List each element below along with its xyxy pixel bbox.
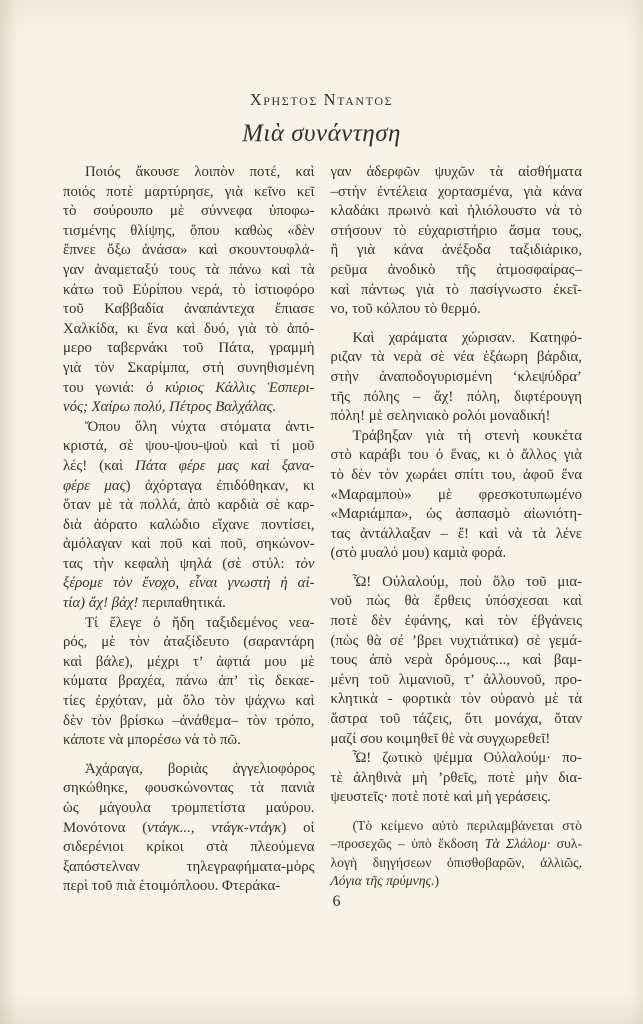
italic-span: νός; Χαίρω πολύ, Πέτρος Βαλχάλας.: [63, 399, 277, 416]
text-line: τὸ δὲν τὸν χωράει σπίτι του, ἀφοῦ ἕνα: [330, 466, 582, 483]
text-line: Τί ἔλεγε ὁ ἤδη ταξιδεμένος νεα-: [85, 614, 315, 631]
author-name: Χρηστος Νταντος: [249, 90, 394, 109]
text-line: Ἀχάραγα, βοριὰς ἀγγελιοφόρος: [85, 760, 315, 777]
text-line: Ποιός ἄκουσε λοιπὸν ποτέ, καὶ: [85, 164, 315, 180]
italic-span: Λόγια τῆς πρύμνης.: [330, 873, 435, 889]
text-line: Μονότονα (ντάγκ..., ντάγκ-ντάγκ) οἱ: [63, 819, 315, 836]
text-line: (στὸ μυαλό μου) καμιὰ φορά.: [330, 545, 507, 562]
text-line: νο, τοῦ κόλπου τὸ θερμό.: [330, 301, 481, 318]
text-line: Λόγια τῆς πρύμνης.): [330, 873, 440, 889]
text-line: ὡς μάγουλα τρομπετίστα μαύρου.: [63, 800, 315, 816]
italic-span: ὁ κύριος Κάλλις Ἑσπερι-: [146, 379, 315, 396]
text-line: μαζί σου κοιμηθεῖ θὲ νὰ συγχωρεθεῖ!: [330, 730, 551, 747]
paragraph: [63, 760, 315, 897]
text-line: στὸ καράβι του ὁ ἕνας, κι ὁ ἄλλος γιὰ: [330, 447, 582, 464]
text-line: μερο ταβερνάκι τοῦ Πάτα, γραμμὴ: [63, 340, 315, 357]
text-line: νοῦ πὼς θὰ ἔρθεις ὑπόσχεσαι καὶ: [330, 593, 582, 610]
text-line: τας ἀντάλλαξαν – ἔ! καὶ νὰ τὰ λένε: [330, 525, 582, 542]
text-line: κλαδάκι πρωινὸ καὶ ἡλιόλουστο νὰ τὸ: [330, 203, 582, 220]
text-line: τὸ σούρουπο μὲ σύννεφα ὑποφω-: [63, 203, 315, 220]
text-line: λές! (καὶ Πάτα φέρε μας καὶ ξανα-: [63, 457, 315, 474]
text-line: ἔπνεε ὄξω ἀνάσα» καὶ σκουντουφλά-: [63, 242, 315, 259]
story-title: Μιὰ συνάντηση: [242, 120, 401, 147]
text-line: διὰ ἀόρατο καλώδιο εἴχανε ποντίσει,: [63, 516, 315, 533]
text-line: τους ἀπὸ νερὰ δρόμους..., καὶ βαμ-: [330, 652, 582, 669]
text-line: τία) ἄχ! βάχ! περιπαθητικά.: [63, 595, 226, 612]
paragraph: [331, 749, 583, 808]
italic-span: Τὰ Σλάλομ·: [484, 836, 551, 852]
text-line: [63, 574, 315, 594]
text-line: του γωνιά: ὁ κύριος Κάλλις Ἑσπερι-: [63, 379, 315, 396]
text-line: κύματα βραχέα, πάνω ἀπ’ τὶς δεκαε-: [63, 673, 315, 690]
text-line: ρός, μὲ τὸν ἀταξίδευτο (σαραντάρη: [63, 634, 315, 651]
text-line: Καὶ χαράματα χώρισαν. Κατηφό-: [352, 329, 582, 346]
text-line: –στὴν ἐντέλεια χορτασμένα, γιὰ κάνα: [330, 183, 582, 200]
text-line: κριστά, σὲ ψου-ψου-ψοὺ καὶ τί μοῦ: [63, 438, 315, 455]
text-line: καὶ πάντως γιὰ τὸ πασίγνωστο ἐκεῖ-: [330, 281, 582, 298]
text-line: ποτὲ δὲν ἐφάνης, καὶ τὸν ἐβγάνεις: [330, 613, 582, 630]
paragraph: [331, 163, 583, 320]
text-line: τισμένης θλίψης, ὅπου καθὼς «δὲν: [63, 222, 315, 239]
text-line: πόλη! μὲ σεληνιακὸ ρολόι μοναδική!: [330, 408, 551, 425]
italic-span: ντάγκ..., ντάγκ-ντάγκ: [147, 819, 282, 836]
right-column: [331, 163, 583, 897]
text-line: γιὰ τὸν Σκαρίμπα, στὴ συνηθισμένη: [63, 359, 315, 376]
paragraph: [331, 573, 583, 749]
paragraph: [63, 418, 315, 614]
text-line: φέρε μας) ἀχόρταγα ἐπιδόθηκαν, κι: [63, 477, 315, 494]
paragraph: [331, 427, 583, 564]
text-line: τοῦ Καββαδία ἀναπάντεχα ἔπιασε: [63, 301, 315, 318]
text-line: Ὦ! ζωτικὸ ψέμμα Οὐλαλούμ· πο-: [352, 750, 582, 767]
text-line: τῆς πόλης – ἄχ! πόλη, διφτέρουγη: [330, 388, 582, 405]
text-line: «Μαραμποὺ» μὲ φρεσκοτυπωμένο: [330, 486, 582, 503]
text-line: ὅταν μὲ τὰ πολλά, ἀπὸ καρδιὰ σὲ καρ-: [63, 497, 315, 514]
text-line: ἀμόλαγαν καὶ ποῦ καὶ ποῦ, σηκώνον-: [63, 536, 315, 553]
text-line: Τράβηξαν γιὰ τὴ στενὴ κουκέτα: [352, 427, 582, 444]
text-line: γαν ἀδερφῶν ψυχῶν τὰ αἰσθήματα: [330, 164, 582, 180]
text-line: σιδερένιοι κρίκοι στὰ πλεούμενα: [63, 839, 315, 856]
text-line: τίες ἐρχόταν, μὰ ὅλο τὸν ψάχνω καὶ: [63, 693, 315, 710]
left-column: [63, 163, 315, 897]
text-line: ἄστρα τοῦ τάζεις, ὅτι μονάχα, ὅταν: [330, 711, 582, 728]
text-line: (Τὸ κείμενο αὐτὸ περιλαμβάνεται στὸ: [352, 818, 582, 833]
text-line: στὴν ἀναποδογυρισμένη ‘κλεψύδρα’: [330, 368, 582, 385]
text-line: τας τὴν κεφαλὴ ψηλά (σὲ στύλ: τὸν: [63, 555, 315, 572]
italic-span: Πάτα φέρε μας καὶ ξανα-: [135, 457, 315, 474]
text-line: γαν ἀναμεταξύ τους τὰ πάνω καὶ τὰ: [63, 261, 315, 278]
text-line: ρεῦμα ἀνοδικὸ τῆς ἀτμοσφαίρας–: [330, 261, 582, 278]
paragraph: [331, 329, 583, 427]
text-line: ἢ γιὰ κάνα ἀνέξοδα ταξιδιάρικο,: [330, 242, 582, 259]
text-line: Ὅπου ὅλη νύχτα στόματα ἀντι-: [85, 418, 315, 435]
text-line: μένη τοῦ λιμανιοῦ, τ’ ἀλλουνοῦ, προ-: [330, 671, 582, 688]
italic-span: τία) ἄχ! βάχ!: [63, 595, 139, 612]
editorial-note-paragraph: [331, 817, 583, 891]
paragraph: [63, 614, 315, 751]
paragraph: [63, 163, 315, 418]
text-columns: [63, 163, 582, 897]
text-line: κλητικὰ - φορτικὰ τὸν οὐρανὸ μὲ τὰ: [330, 691, 582, 708]
text-line: ριζαν τὰ νερὰ σὲ νέα ἑξάωρη βάρδια,: [330, 349, 582, 366]
text-line: ποιός ποτὲ μαρτύρησε, γιὰ κεῖνο κεῖ: [63, 183, 315, 200]
text-line: Χαλκίδα, κι ἕνα καὶ δυό, γιὰ τὸ ἀπό-: [63, 320, 315, 337]
text-line: περὶ τοῦ πιὰ ἑτοιμόπλοου. Φτεράκα-: [63, 878, 281, 895]
text-line: «Μαριάμπα», ὡς ἀσπασμὸ αἰωνιότη-: [330, 506, 582, 523]
text-line: λογὴ διηγήσεων ὀπισθοβαρῶν, ἀλλιῶς,: [330, 854, 582, 870]
text-line: (πὼς θὰ σέ ’βρει νυχτιάτικα) σὲ γεμά-: [330, 632, 582, 649]
text-line: σηκώθηκε, φουσκώνοντας τὰ πανιὰ: [63, 780, 315, 797]
italic-span: τὸν: [295, 555, 315, 572]
text-line: στήσουν τὸ εὐχαριστήριο ἄσμα τους,: [330, 222, 582, 239]
italic-span: ξέρομε τὸν ἔνοχο, εἶναι γνωστὴ ἡ αἰ-: [63, 575, 315, 592]
text-line: τὲ ἀληθινὰ μὴ ’ρθεῖς, ποτὲ μὴν δια-: [330, 769, 582, 786]
text-line: Ὦ! Οὐλαλούμ, ποὺ ὅλο τοῦ μια-: [352, 573, 582, 590]
text-line: καὶ βάλε), μέχρι τ’ ἀφτιά μου μὲ: [63, 653, 315, 670]
page-number: 6: [332, 893, 341, 910]
text-line: κάποτε νὰ μπορέσω νὰ τὸ πῶ.: [63, 732, 241, 749]
text-line: κάτω τοῦ Εὐρίπου νερά, τὸ ἱστιοφόρο: [63, 281, 315, 298]
text-line: δὲν τὸν βρίσκω –ἀνάθεμα– τὸν τρόπο,: [63, 712, 315, 729]
text-line: –προσεχῶς – ὑπὸ ἔκδοση Τὰ Σλάλομ· συλ-: [330, 836, 583, 852]
text-line: [63, 398, 315, 418]
text-line: ξαπόστελναν τηλεγραφήματα-μὸρς: [63, 858, 315, 875]
text-line: ψευστεῖς· ποτὲ ποτὲ καὶ μὴ γεράσεις.: [330, 789, 551, 806]
italic-span: φέρε μας: [63, 477, 126, 494]
